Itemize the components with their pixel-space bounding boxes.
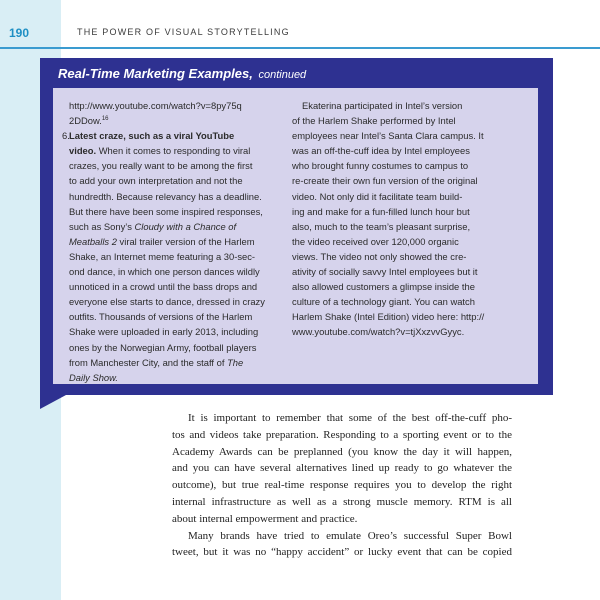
text-line: the video received over 120,000 organic [292,235,459,247]
text-line: from Manchester City, and the staff of The [69,356,244,368]
text-line: Ekaterina participated in Intel’s version [302,100,463,111]
text-line: crazes, you really want to be among the first [69,160,253,172]
header-rule [0,47,600,49]
text-line: ond dance, in which one person dances wildly [69,266,260,278]
text-line: video. When it comes to responding to viral [69,145,251,157]
text-line: outfits. Thousands of versions of the Harlem [69,311,253,323]
text-line: unnoticed in a crowd until the bass drops and [69,281,258,293]
body-line: outcome), but true real-time response requires you to develop the right [172,479,512,492]
list-item-heading: 6.Latest craze, such as a viral YouTube [62,128,282,143]
text-line: video. Not only did it facilitate team build- [292,190,463,202]
text-line: hundredth. Because relevancy has a deadline. [69,190,262,202]
text-line: was an off-the-cuff idea by Intel employees [292,145,470,157]
text-line: Daily Show. [69,371,118,383]
body-text [172,410,512,561]
text-line: Meatballs 2 viral trailer version of the Harlem [69,235,255,247]
text-line: ing and make for a fun-filled lunch hour but [292,205,470,217]
text-line: Shake were uploaded in early 2013, including [69,326,259,338]
text-line: such as Sony’s Cloudy with a Chance of [69,220,237,232]
text-line: views. The video not only showed the cre- [292,250,467,262]
footnote-marker: 16 [101,116,109,123]
text-line: ativity of socially savvy Intel employees but it [292,266,478,278]
page-number: 190 [9,26,30,40]
sidebar-right-column [292,98,514,340]
list-item-number: 6. [62,130,70,142]
text-line: re-create their own fun version of the original [292,175,478,187]
body-line: tos and videos take preparation. Responding to a sporting event or to the [172,428,512,441]
text-line: who brought funny costumes to campus to [292,160,469,172]
url-line: http://www.youtube.com/watch?v=8py75q [69,100,242,111]
running-title: THE POWER OF VISUAL STORYTELLING [77,27,290,37]
text-line: ones by the Norwegian Army, football players [69,341,257,353]
body-line: Academy Awards can be preplanned (you know the day it will happen, [172,445,512,458]
text-line: also, much to the team’s pleasant surprise, [292,220,471,232]
text-line: But there have been some inspired responses, [69,205,263,217]
body-line: It is important to remember that some of the best off-the-cuff pho- [188,412,512,424]
text-line: Harlem Shake (Intel Edition) video here: http:// [292,311,485,323]
sidebar-title-suffix: continued [258,69,307,81]
sidebar-corner-tab [40,395,66,409]
sidebar-left-column [62,98,282,385]
text-line: everyone else starts to dance, dressed in crazy [69,296,265,308]
text-line: to add your own interpretation and not the [69,175,243,187]
text-line: also allowed customers a glimpse inside the [292,281,475,293]
body-line: and you can have several alternatives lined up ready to go whatever the [172,462,512,475]
body-line: about internal empowerment and practice. [172,512,358,525]
text-line: Shake, an Internet meme featuring a 30-sec- [69,250,256,262]
url-line: 2DDow.$^{16}$ [69,115,109,127]
text-line: www.youtube.com/watch?v=tjXxzvvGyyc. [292,326,465,338]
page-header [0,22,600,46]
body-line: Many brands have tried to emulate Oreo’s successful Super Bowl [188,529,512,542]
sidebar-title-text: Real-Time Marketing Examples, [58,66,253,81]
text-line: of the Harlem Shake performed by Intel [292,115,456,127]
sidebar-title [58,66,306,81]
text-line: employees near Intel’s Santa Clara campus. It [292,130,484,142]
body-line: internal infrastructure as well as a strong muscle memory. RTM is all [172,495,512,508]
body-line: tweet, but it was no “happy accident” or lucky event that can be copied [172,546,512,559]
text-line: culture of a technology giant. You can watch [292,296,475,308]
